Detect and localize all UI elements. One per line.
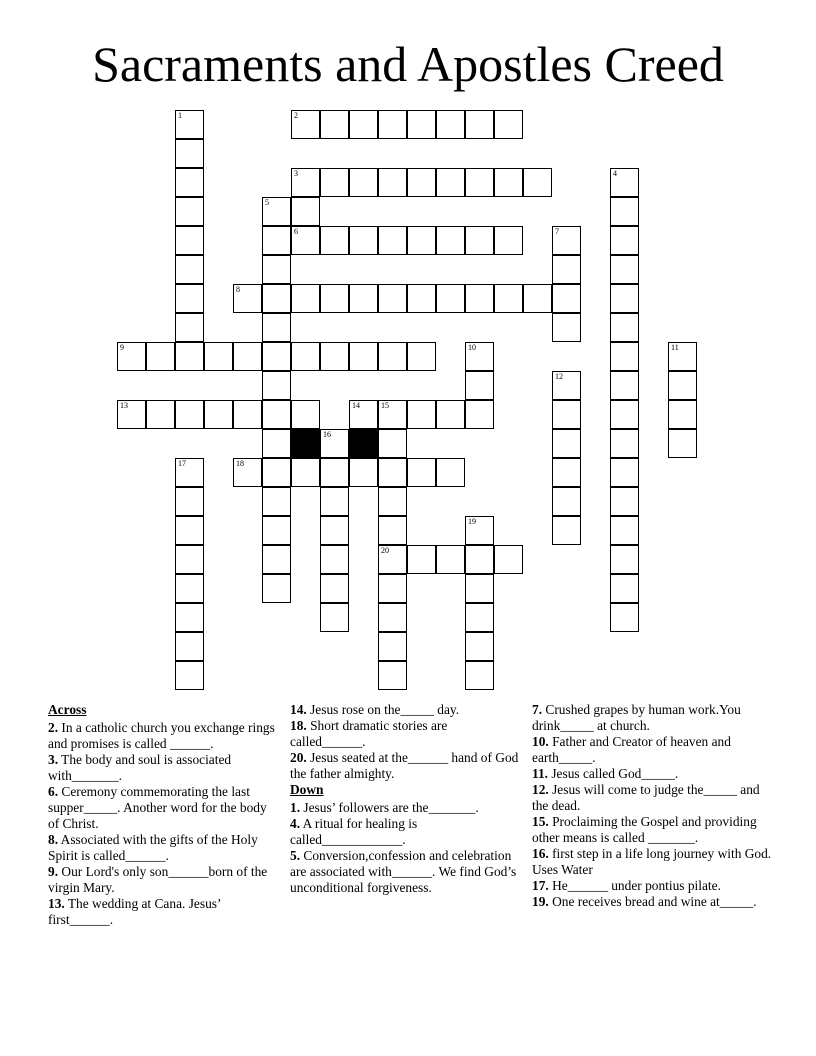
clue-text: Conversion,confession and celebration are associated with______. We find God’s unconditional forgiveness. <box>290 848 517 895</box>
grid-cell[interactable] <box>378 516 407 545</box>
clue-number-label: 20. <box>290 750 307 765</box>
grid-cell[interactable] <box>552 284 581 313</box>
grid-cell[interactable] <box>494 284 523 313</box>
clue-number-label: 6. <box>48 784 59 799</box>
clue-number-label: 7. <box>532 702 543 717</box>
grid-cell[interactable] <box>465 661 494 690</box>
clue-number: 4 <box>613 169 617 178</box>
grid-cell[interactable] <box>378 342 407 371</box>
grid-cell[interactable] <box>465 574 494 603</box>
clue-text: Jesus rose on the_____ day. <box>306 702 460 717</box>
grid-cell[interactable] <box>465 603 494 632</box>
grid-cell[interactable] <box>552 371 581 400</box>
down-clue <box>532 766 772 782</box>
clue-number-label: 8. <box>48 832 59 847</box>
clue-text: Short dramatic stories are called______. <box>290 718 448 749</box>
grid-cell[interactable] <box>117 342 146 371</box>
clue-text: Father and Creator of heaven and earth_____. <box>532 734 731 765</box>
grid-cell[interactable] <box>465 342 494 371</box>
clue-text: One receives bread and wine at_____. <box>548 894 757 909</box>
grid-cell[interactable] <box>494 110 523 139</box>
grid-cell[interactable] <box>436 226 465 255</box>
across-clue <box>48 864 278 896</box>
grid-cell[interactable] <box>552 400 581 429</box>
grid-cell[interactable] <box>349 110 378 139</box>
grid-cell[interactable] <box>610 400 639 429</box>
grid-cell[interactable] <box>291 197 320 226</box>
grid-cell[interactable] <box>175 632 204 661</box>
down-clue <box>532 702 772 734</box>
grid-cell[interactable] <box>523 168 552 197</box>
grid-cell[interactable] <box>349 458 378 487</box>
clue-text: Jesus’ followers are the_______. <box>300 800 479 815</box>
clue-text: Jesus called God_____. <box>548 766 679 781</box>
grid-cell[interactable] <box>610 255 639 284</box>
grid-cell[interactable] <box>320 603 349 632</box>
grid-cell[interactable] <box>610 284 639 313</box>
grid-cell[interactable] <box>349 284 378 313</box>
grid-cell[interactable] <box>233 458 262 487</box>
grid-cell[interactable] <box>610 574 639 603</box>
grid-cell[interactable] <box>262 545 291 574</box>
grid-cell[interactable] <box>204 342 233 371</box>
clue-number: 2 <box>294 111 298 120</box>
grid-cell[interactable] <box>610 168 639 197</box>
down-heading: Down <box>290 782 324 797</box>
grid-cell[interactable] <box>668 371 697 400</box>
clue-text: first step in a life long journey with God. Uses Water <box>532 846 772 877</box>
clue-number-label: 19. <box>532 894 549 909</box>
page-title: Sacraments and Apostles Creed <box>92 36 724 92</box>
grid-cell[interactable] <box>465 110 494 139</box>
clue-number-label: 5. <box>290 848 301 863</box>
grid-cell[interactable] <box>610 603 639 632</box>
across-clue <box>290 718 520 750</box>
grid-cell[interactable] <box>233 342 262 371</box>
grid-cell[interactable] <box>291 458 320 487</box>
grid-cell[interactable] <box>291 110 320 139</box>
grid-cell[interactable] <box>378 168 407 197</box>
clue-number: 20 <box>381 546 389 555</box>
grid-cell[interactable] <box>262 429 291 458</box>
clue-number: 6 <box>294 227 298 236</box>
grid-cell[interactable] <box>262 342 291 371</box>
grid-cell[interactable] <box>378 429 407 458</box>
clues-column-3 <box>532 702 772 910</box>
grid-cell[interactable] <box>233 400 262 429</box>
clue-number-label: 16. <box>532 846 549 861</box>
clue-number-label: 15. <box>532 814 549 829</box>
down-clue <box>290 848 520 896</box>
grid-cell[interactable] <box>436 400 465 429</box>
grid-cell[interactable] <box>262 255 291 284</box>
grid-cell[interactable] <box>436 168 465 197</box>
grid-cell[interactable] <box>262 371 291 400</box>
grid-cell[interactable] <box>407 400 436 429</box>
grid-cell[interactable] <box>610 516 639 545</box>
grid-cell[interactable] <box>175 110 204 139</box>
grid-cell[interactable] <box>378 661 407 690</box>
clue-text: Jesus seated at the______ hand of God the father almighty. <box>290 750 519 781</box>
grid-cell[interactable] <box>436 458 465 487</box>
grid-cell[interactable] <box>175 255 204 284</box>
grid-cell[interactable] <box>465 371 494 400</box>
grid-cell[interactable] <box>610 226 639 255</box>
across-clue <box>48 752 278 784</box>
grid-cell[interactable] <box>320 516 349 545</box>
grid-cell[interactable] <box>610 487 639 516</box>
grid-cell[interactable] <box>175 487 204 516</box>
clue-number: 3 <box>294 169 298 178</box>
grid-cell[interactable] <box>349 168 378 197</box>
across-clue <box>48 832 278 864</box>
across-clue <box>290 750 520 782</box>
grid-cell[interactable] <box>465 168 494 197</box>
clue-number-label: 10. <box>532 734 549 749</box>
grid-cell[interactable] <box>552 313 581 342</box>
clue-number: 16 <box>323 430 331 439</box>
clue-number: 14 <box>352 401 360 410</box>
grid-cell[interactable] <box>494 226 523 255</box>
clue-number: 10 <box>468 343 476 352</box>
grid-cell[interactable] <box>204 400 233 429</box>
grid-cell[interactable] <box>175 139 204 168</box>
down-clue <box>290 800 520 816</box>
grid-cell[interactable] <box>552 226 581 255</box>
grid-cell[interactable] <box>465 400 494 429</box>
grid-cell[interactable] <box>291 284 320 313</box>
clue-number: 9 <box>120 343 124 352</box>
clue-number: 19 <box>468 517 476 526</box>
grid-cell[interactable] <box>378 632 407 661</box>
grid-cell[interactable] <box>262 284 291 313</box>
grid-cell[interactable] <box>378 603 407 632</box>
across-clue <box>48 784 278 832</box>
black-cell <box>291 429 320 458</box>
grid-cell[interactable] <box>668 400 697 429</box>
grid-cell[interactable] <box>378 545 407 574</box>
grid-cell[interactable] <box>320 487 349 516</box>
clues-column-2 <box>290 702 520 896</box>
clue-text: Crushed grapes by human work.You drink_____ at church. <box>532 702 741 733</box>
grid-cell[interactable] <box>552 458 581 487</box>
grid-cell[interactable] <box>465 226 494 255</box>
grid-cell[interactable] <box>146 342 175 371</box>
grid-cell[interactable] <box>378 226 407 255</box>
grid-cell[interactable] <box>494 545 523 574</box>
clue-number-label: 17. <box>532 878 549 893</box>
grid-cell[interactable] <box>610 342 639 371</box>
across-clue <box>48 720 278 752</box>
grid-cell[interactable] <box>146 400 175 429</box>
down-clue <box>532 814 772 846</box>
grid-cell[interactable] <box>668 342 697 371</box>
clue-number: 7 <box>555 227 559 236</box>
grid-cell[interactable] <box>610 545 639 574</box>
clue-number: 1 <box>178 111 182 120</box>
clue-text: He______ under pontius pilate. <box>548 878 721 893</box>
grid-cell[interactable] <box>175 168 204 197</box>
grid-cell[interactable] <box>291 400 320 429</box>
grid-cell[interactable] <box>465 284 494 313</box>
clue-text: The wedding at Cana. Jesus’ first______. <box>48 896 221 927</box>
clue-number-label: 2. <box>48 720 59 735</box>
clue-number-label: 9. <box>48 864 59 879</box>
grid-cell[interactable] <box>175 226 204 255</box>
grid-cell[interactable] <box>175 545 204 574</box>
clue-text: Our Lord's only son______born of the virgin Mary. <box>48 864 268 895</box>
clue-number: 11 <box>671 343 679 352</box>
grid-cell[interactable] <box>349 342 378 371</box>
across-heading: Across <box>48 702 87 717</box>
grid-cell[interactable] <box>610 313 639 342</box>
clue-number-label: 13. <box>48 896 65 911</box>
grid-cell[interactable] <box>262 400 291 429</box>
clue-text: Jesus will come to judge the_____ and the dead. <box>532 782 760 813</box>
grid-cell[interactable] <box>407 284 436 313</box>
grid-cell[interactable] <box>175 458 204 487</box>
grid-cell[interactable] <box>262 313 291 342</box>
grid-cell[interactable] <box>378 400 407 429</box>
grid-cell[interactable] <box>378 110 407 139</box>
grid-cell[interactable] <box>175 284 204 313</box>
clue-number-label: 12. <box>532 782 549 797</box>
down-clue <box>532 782 772 814</box>
grid-cell[interactable] <box>320 226 349 255</box>
grid-cell[interactable] <box>668 429 697 458</box>
grid-cell[interactable] <box>349 400 378 429</box>
grid-cell[interactable] <box>262 197 291 226</box>
grid-cell[interactable] <box>175 313 204 342</box>
grid-cell[interactable] <box>262 487 291 516</box>
clue-number-label: 14. <box>290 702 307 717</box>
grid-cell[interactable] <box>291 226 320 255</box>
grid-cell[interactable] <box>407 110 436 139</box>
grid-cell[interactable] <box>465 516 494 545</box>
grid-cell[interactable] <box>262 458 291 487</box>
clue-number: 15 <box>381 401 389 410</box>
grid-cell[interactable] <box>175 197 204 226</box>
grid-cell[interactable] <box>407 458 436 487</box>
grid-cell[interactable] <box>175 574 204 603</box>
grid-cell[interactable] <box>320 429 349 458</box>
grid-cell[interactable] <box>436 545 465 574</box>
grid-cell[interactable] <box>610 458 639 487</box>
grid-cell[interactable] <box>349 226 378 255</box>
clue-number: 12 <box>555 372 563 381</box>
clues-column-1 <box>48 702 278 928</box>
down-clue <box>532 846 772 878</box>
grid-cell[interactable] <box>407 168 436 197</box>
clue-text: In a catholic church you exchange rings and promises is called ______. <box>48 720 275 751</box>
grid-cell[interactable] <box>552 429 581 458</box>
clue-number-label: 18. <box>290 718 307 733</box>
grid-cell[interactable] <box>378 574 407 603</box>
clue-number: 8 <box>236 285 240 294</box>
clue-text: The body and soul is associated with_______. <box>48 752 232 783</box>
grid-cell[interactable] <box>610 197 639 226</box>
grid-cell[interactable] <box>378 487 407 516</box>
grid-cell[interactable] <box>407 226 436 255</box>
grid-cell[interactable] <box>291 342 320 371</box>
down-clue <box>532 734 772 766</box>
clue-number-label: 3. <box>48 752 59 767</box>
grid-cell[interactable] <box>494 168 523 197</box>
grid-cell[interactable] <box>175 661 204 690</box>
grid-cell[interactable] <box>320 110 349 139</box>
clue-text: Proclaiming the Gospel and providing other means is called _______. <box>532 814 757 845</box>
grid-cell[interactable] <box>320 458 349 487</box>
down-clue <box>532 878 772 894</box>
grid-cell[interactable] <box>320 168 349 197</box>
grid-cell[interactable] <box>552 255 581 284</box>
grid-cell[interactable] <box>436 110 465 139</box>
grid-cell[interactable] <box>117 400 146 429</box>
grid-cell[interactable] <box>552 487 581 516</box>
black-cell <box>349 429 378 458</box>
grid-cell[interactable] <box>320 574 349 603</box>
clue-number-label: 1. <box>290 800 301 815</box>
grid-cell[interactable] <box>320 284 349 313</box>
grid-cell[interactable] <box>407 545 436 574</box>
across-clue <box>48 896 278 928</box>
clue-number-label: 11. <box>532 766 548 781</box>
grid-cell[interactable] <box>262 516 291 545</box>
across-clue <box>290 702 520 718</box>
grid-cell[interactable] <box>523 284 552 313</box>
down-clue <box>532 894 772 910</box>
grid-cell[interactable] <box>378 458 407 487</box>
clue-text: Associated with the gifts of the Holy Spirit is called______. <box>48 832 258 863</box>
grid-cell[interactable] <box>320 545 349 574</box>
grid-cell[interactable] <box>175 603 204 632</box>
clue-number: 5 <box>265 198 269 207</box>
grid-cell[interactable] <box>407 342 436 371</box>
clue-number-label: 4. <box>290 816 301 831</box>
grid-cell[interactable] <box>291 168 320 197</box>
grid-cell[interactable] <box>552 516 581 545</box>
clue-number: 18 <box>236 459 244 468</box>
clue-text: A ritual for healing is called____________. <box>290 816 418 847</box>
grid-cell[interactable] <box>378 284 407 313</box>
grid-cell[interactable] <box>610 429 639 458</box>
grid-cell[interactable] <box>465 545 494 574</box>
grid-cell[interactable] <box>175 342 204 371</box>
clue-number: 17 <box>178 459 186 468</box>
grid-cell[interactable] <box>320 342 349 371</box>
grid-cell[interactable] <box>610 371 639 400</box>
down-clue <box>290 816 520 848</box>
grid-cell[interactable] <box>175 400 204 429</box>
grid-cell[interactable] <box>262 226 291 255</box>
grid-cell[interactable] <box>233 284 262 313</box>
grid-cell[interactable] <box>465 632 494 661</box>
grid-cell[interactable] <box>262 574 291 603</box>
grid-cell[interactable] <box>436 284 465 313</box>
grid-cell[interactable] <box>175 516 204 545</box>
clue-text: Ceremony commemorating the last supper_____. Another word for the body of Christ. <box>48 784 267 831</box>
clue-number: 13 <box>120 401 128 410</box>
